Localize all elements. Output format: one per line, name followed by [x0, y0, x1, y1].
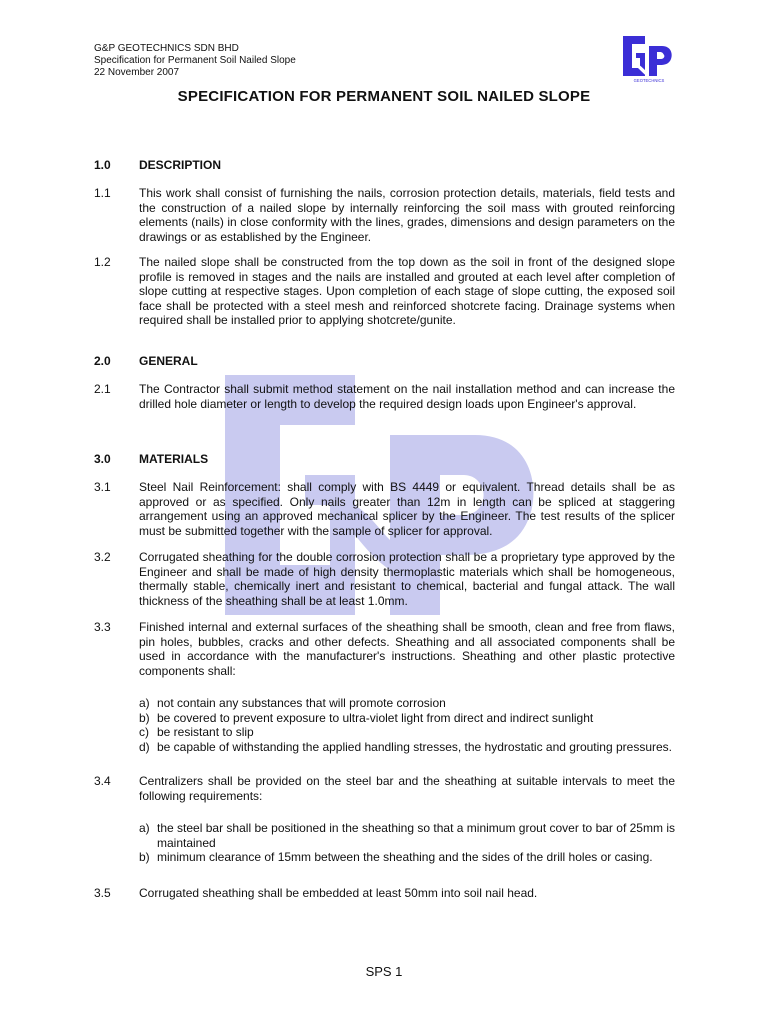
section-heading [94, 452, 675, 467]
clause-number: 3.4 [94, 774, 111, 788]
clause [94, 382, 675, 411]
clause-number: 1.2 [94, 255, 111, 269]
list-label: b) [139, 710, 150, 725]
clause-text: This work shall consist of furnishing the nails, corrosion protection details, materials, field tests and the construction of a nailed slope by internally reinforcing the soil mass with grouted reinforcing elements (nails) in close conformity with the lines, grades, dimensions and design parameters on the drawings or as established by the Engineer. [139, 186, 675, 244]
company-logo [618, 34, 676, 84]
clause [94, 186, 675, 244]
list-label: a) [139, 821, 150, 835]
clause-list [139, 696, 675, 754]
list-item [139, 725, 675, 740]
clause-number: 3.3 [94, 620, 111, 634]
list-text: be covered to prevent exposure to ultra-violet light from direct and indirect sunlight [157, 710, 594, 725]
list-item [139, 821, 675, 850]
clause-number: 3.2 [94, 550, 111, 564]
section-number: 1.0 [94, 158, 111, 172]
list-text: the steel bar shall be positioned in the sheathing so that a minimum grout cover to bar of 25mm is maintained [157, 821, 675, 850]
clause-text: Centralizers shall be provided on the steel bar and the sheathing at suitable intervals to meet the following requirements: [139, 774, 675, 803]
clause-text: Corrugated sheathing for the double corrosion protection shall be a proprietary type approved by the Engineer and shall be made of high density thermoplastic materials which shall be homogeneous, thermally stable, chemically inert and resistant to chemical, bacterial and fungal attack. The wall thickness of the sheathing shall be at least 1.0mm. [139, 550, 675, 608]
clause-list [139, 821, 675, 865]
company-name: G&P GEOTECHNICS SDN BHD [94, 43, 239, 54]
clause [94, 886, 675, 901]
list-text: minimum clearance of 15mm between the sheathing and the sides of the drill holes or casing. [157, 850, 653, 864]
page-number: SPS 1 [365, 964, 403, 979]
section-title: MATERIALS [139, 452, 209, 466]
list-label: b) [139, 850, 150, 864]
header-doc-title: Specification for Permanent Soil Nailed Slope [94, 55, 296, 66]
section-heading [94, 158, 675, 173]
list-text: be capable of withstanding the applied handling stresses, the hydrostatic and grouting pressures. [157, 739, 672, 754]
clause [94, 620, 675, 754]
section-title: GENERAL [139, 354, 198, 368]
list-item [139, 696, 675, 711]
document-header [94, 43, 296, 79]
header-date: 22 November 2007 [94, 67, 180, 78]
list-text: be resistant to slip [157, 725, 254, 739]
list-label: a) [139, 696, 150, 710]
clause-text: Finished internal and external surfaces of the sheathing shall be smooth, clean and free from flaws, pin holes, bubbles, cracks and other defects. Sheathing and all associated components shall be used in accordance with the manufacturer's instructions. Sheathing and other plastic protective components shall: [139, 620, 675, 678]
clause [94, 480, 675, 538]
clause-text: The nailed slope shall be constructed from the top down as the soil in front of the designed slope profile is removed in stages and the nails are installed and grouted at each level after completion of slope cutting at respective stages. Upon completion of each stage of slope cutting, the exposed soil face shall be protected with a steel mesh and reinforced shotcrete facing. Drainage systems when required shall be installed prior to applying shotcrete/gunite. [139, 255, 675, 327]
list-item [139, 740, 675, 755]
clause-number: 2.1 [94, 382, 111, 396]
clause-text: Steel Nail Reinforcement: shall comply with BS 4449 or equivalent. Thread details shall be as approved or as specified. Only nails greater than 12m in length can be spliced at staggering arrangement using an approved mechanical splicer by the Engineer. The test results of the splicer must be submitted together with the sample of splicer for approval. [139, 480, 675, 538]
clause-text: The Contractor shall submit method statement on the nail installation method and can increase the drilled hole diameter or length to develop the required design loads upon Engineer's approval. [139, 382, 675, 411]
list-item [139, 711, 675, 726]
section-heading [94, 354, 675, 369]
page-title: SPECIFICATION FOR PERMANENT SOIL NAILED SLOPE [177, 88, 591, 105]
clause-number: 3.5 [94, 886, 111, 900]
section-title: DESCRIPTION [139, 158, 222, 172]
section-number: 2.0 [94, 354, 111, 368]
clause-text: Corrugated sheathing shall be embedded at least 50mm into soil nail head. [139, 886, 538, 900]
section-number: 3.0 [94, 452, 111, 466]
clause [94, 774, 675, 865]
clause [94, 550, 675, 608]
clause-number: 1.1 [94, 186, 111, 200]
list-label: c) [139, 725, 149, 739]
list-item [139, 850, 675, 865]
list-text: not contain any substances that will promote corrosion [157, 696, 446, 710]
logo-subtitle: GEOTECHNICS [633, 78, 665, 83]
list-label: d) [139, 739, 150, 754]
clause-number: 3.1 [94, 480, 111, 494]
clause [94, 255, 675, 328]
